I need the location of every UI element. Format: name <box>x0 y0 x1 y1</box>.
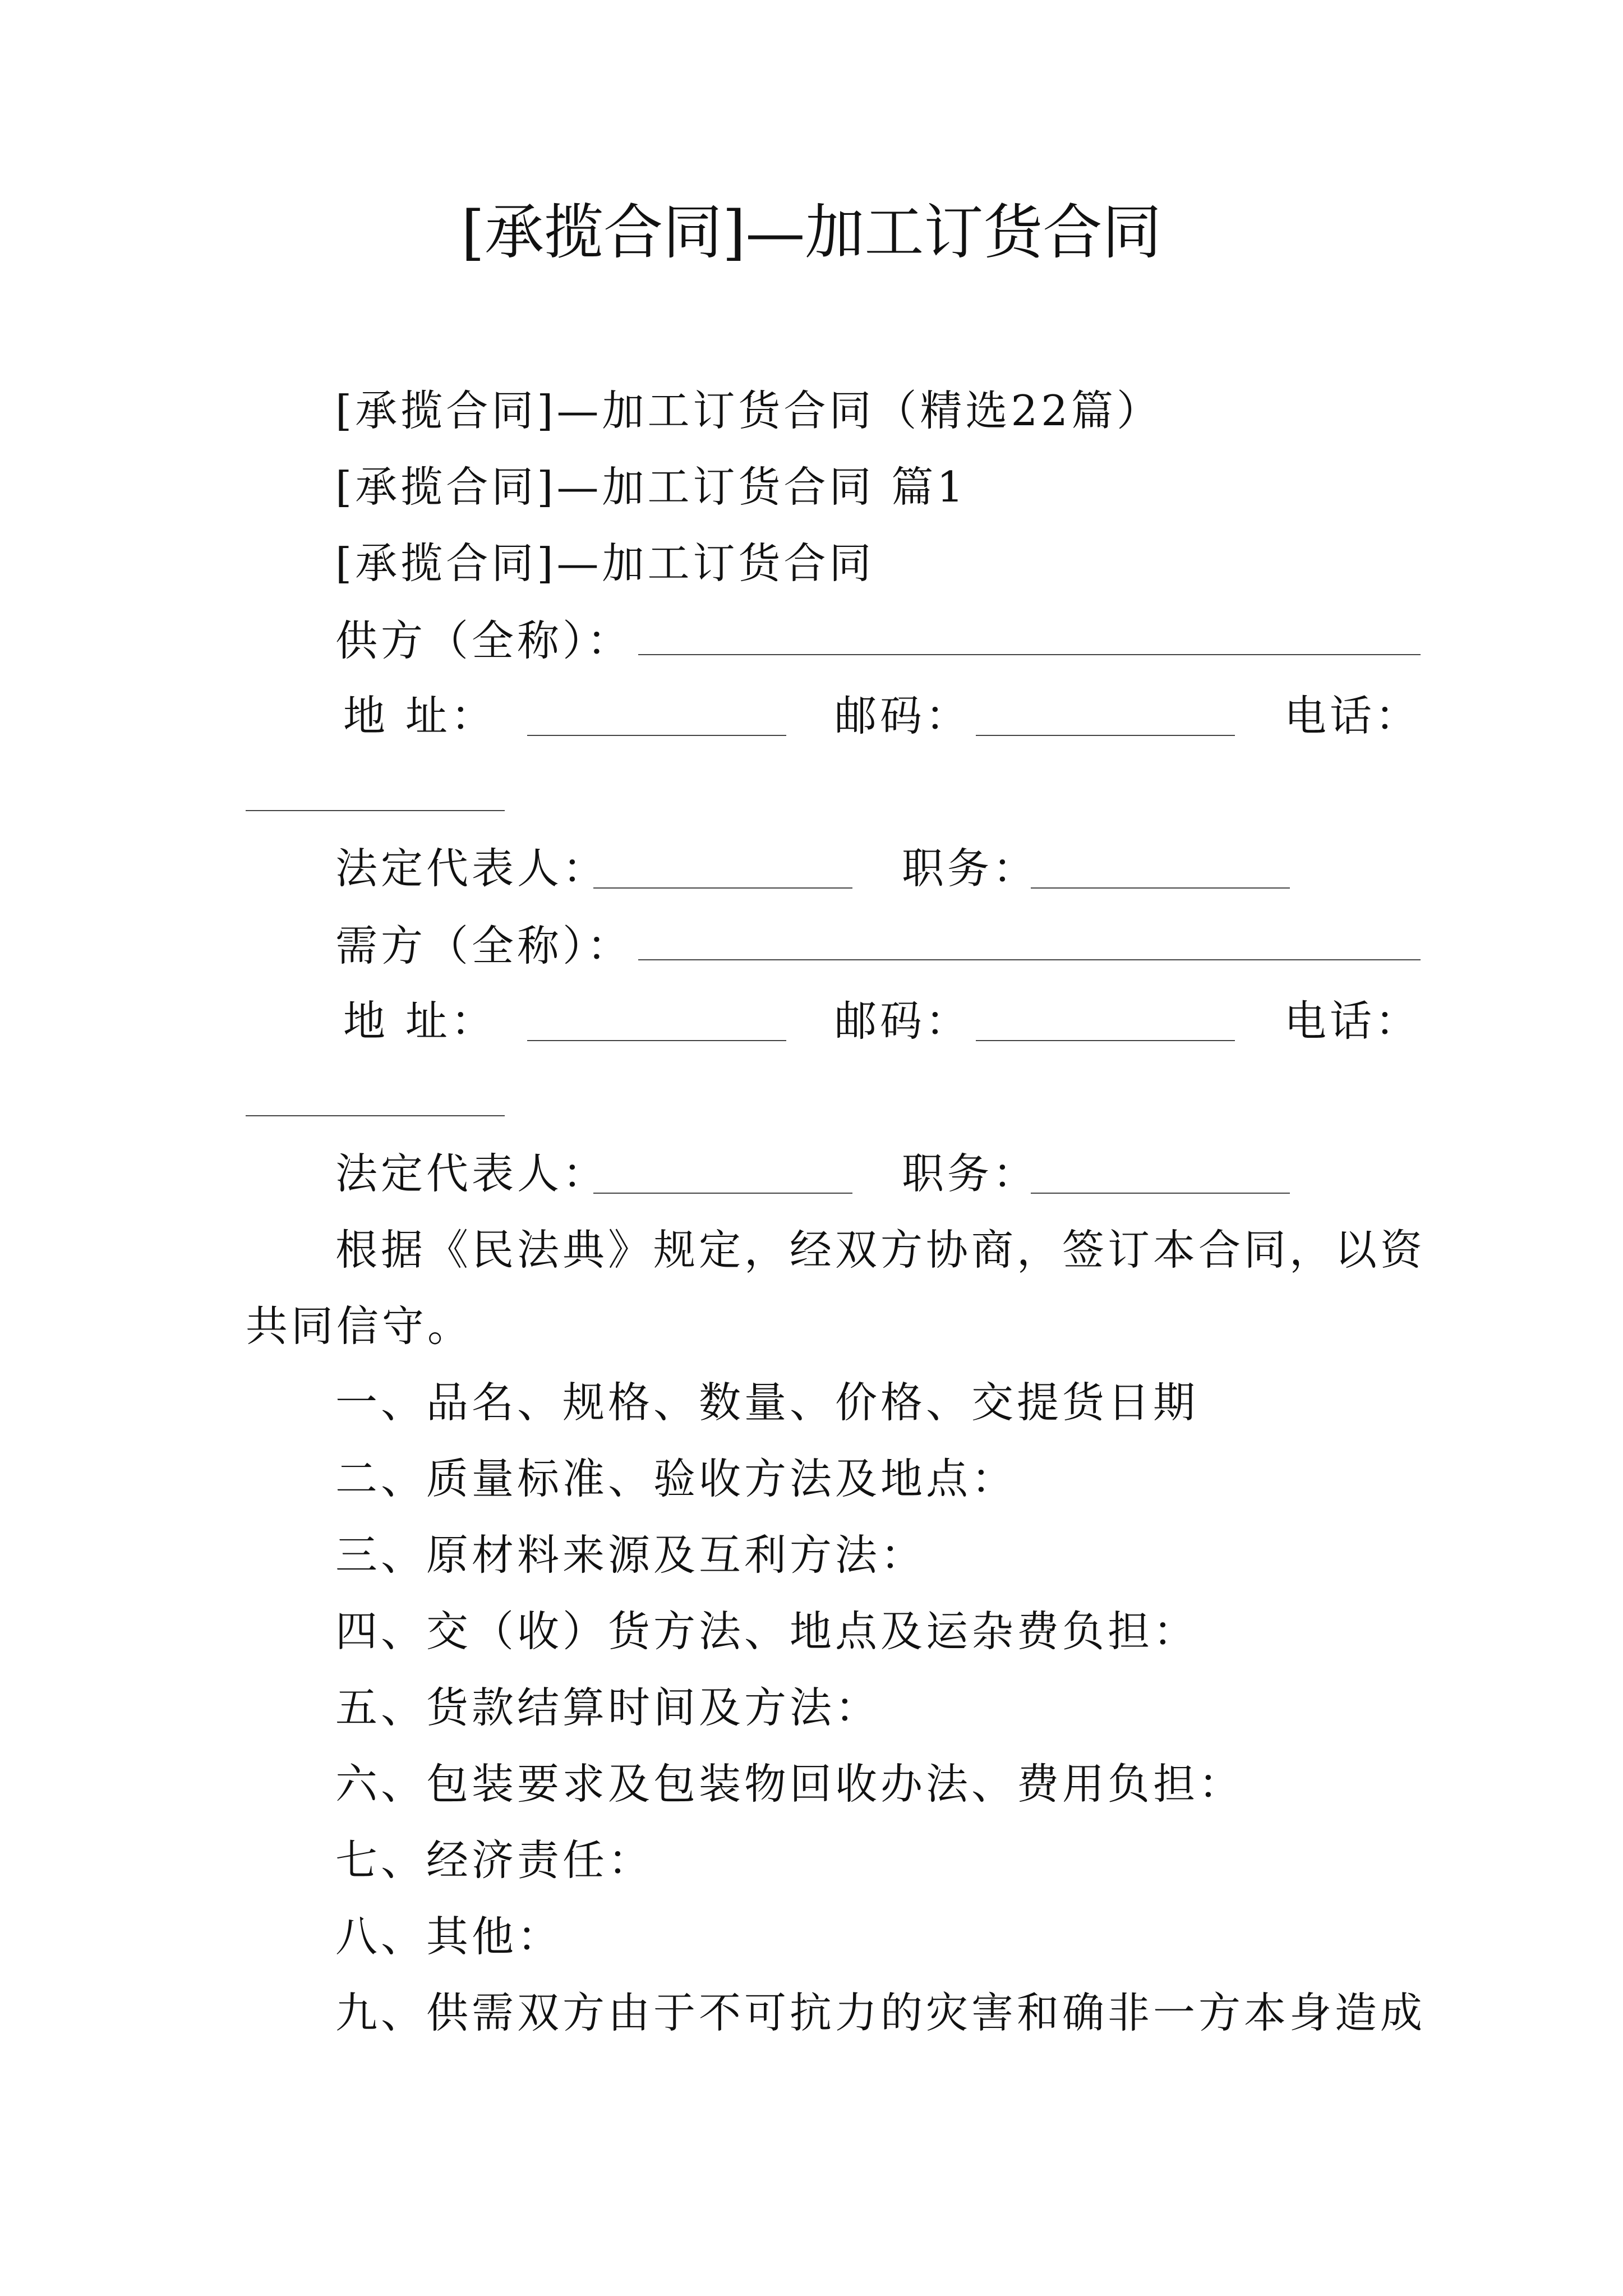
buyer-postcode-field[interactable] <box>976 1039 1235 1041</box>
supplier-address-row <box>343 688 496 744</box>
buyer-name-row <box>335 917 1421 974</box>
clause-9: 九、供需双方由于不可抗力的灾害和确非一方本身造成 <box>335 1988 1426 2037</box>
supplier-rep-label: 法定代表人： <box>335 844 608 893</box>
supplier-postcode-label: 邮码： <box>834 691 971 740</box>
supplier-rep-field[interactable] <box>593 886 852 889</box>
buyer-rep-label: 法定代表人： <box>335 1149 608 1198</box>
clause-6: 六、包装要求及包装物回收办法、费用负担： <box>335 1759 1244 1809</box>
preamble-line-1: 根据《民法典》规定，经双方协商，签订本合同，以资 <box>335 1225 1426 1274</box>
buyer-postcode-label: 邮码： <box>834 996 971 1046</box>
contract-title: [承揽合同]—加工订货合同 <box>335 539 875 588</box>
part-heading: [承揽合同]—加工订货合同 篇1 <box>335 462 967 512</box>
supplier-address-label: 地 址： <box>343 691 496 740</box>
buyer-name-field[interactable] <box>638 917 1421 960</box>
clause-1: 一、品名、规格、数量、价格、交提货日期 <box>335 1378 1199 1427</box>
supplier-name-row <box>335 611 1421 669</box>
buyer-address-label: 地 址： <box>343 996 496 1046</box>
supplier-position-label: 职务： <box>902 844 1039 893</box>
supplier-phone-field[interactable] <box>246 809 505 811</box>
supplier-name-label: 供方（全称）： <box>335 616 633 665</box>
supplier-phone-label: 电话： <box>1284 691 1421 740</box>
collection-title: [承揽合同]—加工订货合同（精选22篇） <box>335 386 1162 435</box>
buyer-rep-field[interactable] <box>593 1191 852 1194</box>
buyer-phone-label: 电话： <box>1284 996 1421 1046</box>
supplier-address-field[interactable] <box>527 734 786 736</box>
buyer-phone-field[interactable] <box>246 1114 505 1116</box>
clause-2: 二、质量标准、验收方法及地点： <box>335 1454 1017 1503</box>
buyer-name-label: 需方（全称）： <box>335 921 633 970</box>
supplier-postcode-field[interactable] <box>976 734 1235 736</box>
document-title: [承揽合同]—加工订货合同 <box>461 198 1162 267</box>
clause-7: 七、经济责任： <box>335 1835 654 1885</box>
supplier-position-field[interactable] <box>1031 886 1290 889</box>
buyer-address-field[interactable] <box>527 1039 786 1041</box>
clause-3: 三、原材料来源及互利方法： <box>335 1530 926 1580</box>
buyer-position-field[interactable] <box>1031 1191 1290 1194</box>
clause-5: 五、货款结算时间及方法： <box>335 1683 881 1732</box>
preamble-line-2: 共同信守。 <box>246 1301 473 1351</box>
clause-8: 八、其他： <box>335 1912 563 1961</box>
supplier-name-field[interactable] <box>638 611 1421 655</box>
buyer-position-label: 职务： <box>902 1149 1039 1198</box>
clause-4: 四、交（收）货方法、地点及运杂费负担： <box>335 1607 1199 1656</box>
